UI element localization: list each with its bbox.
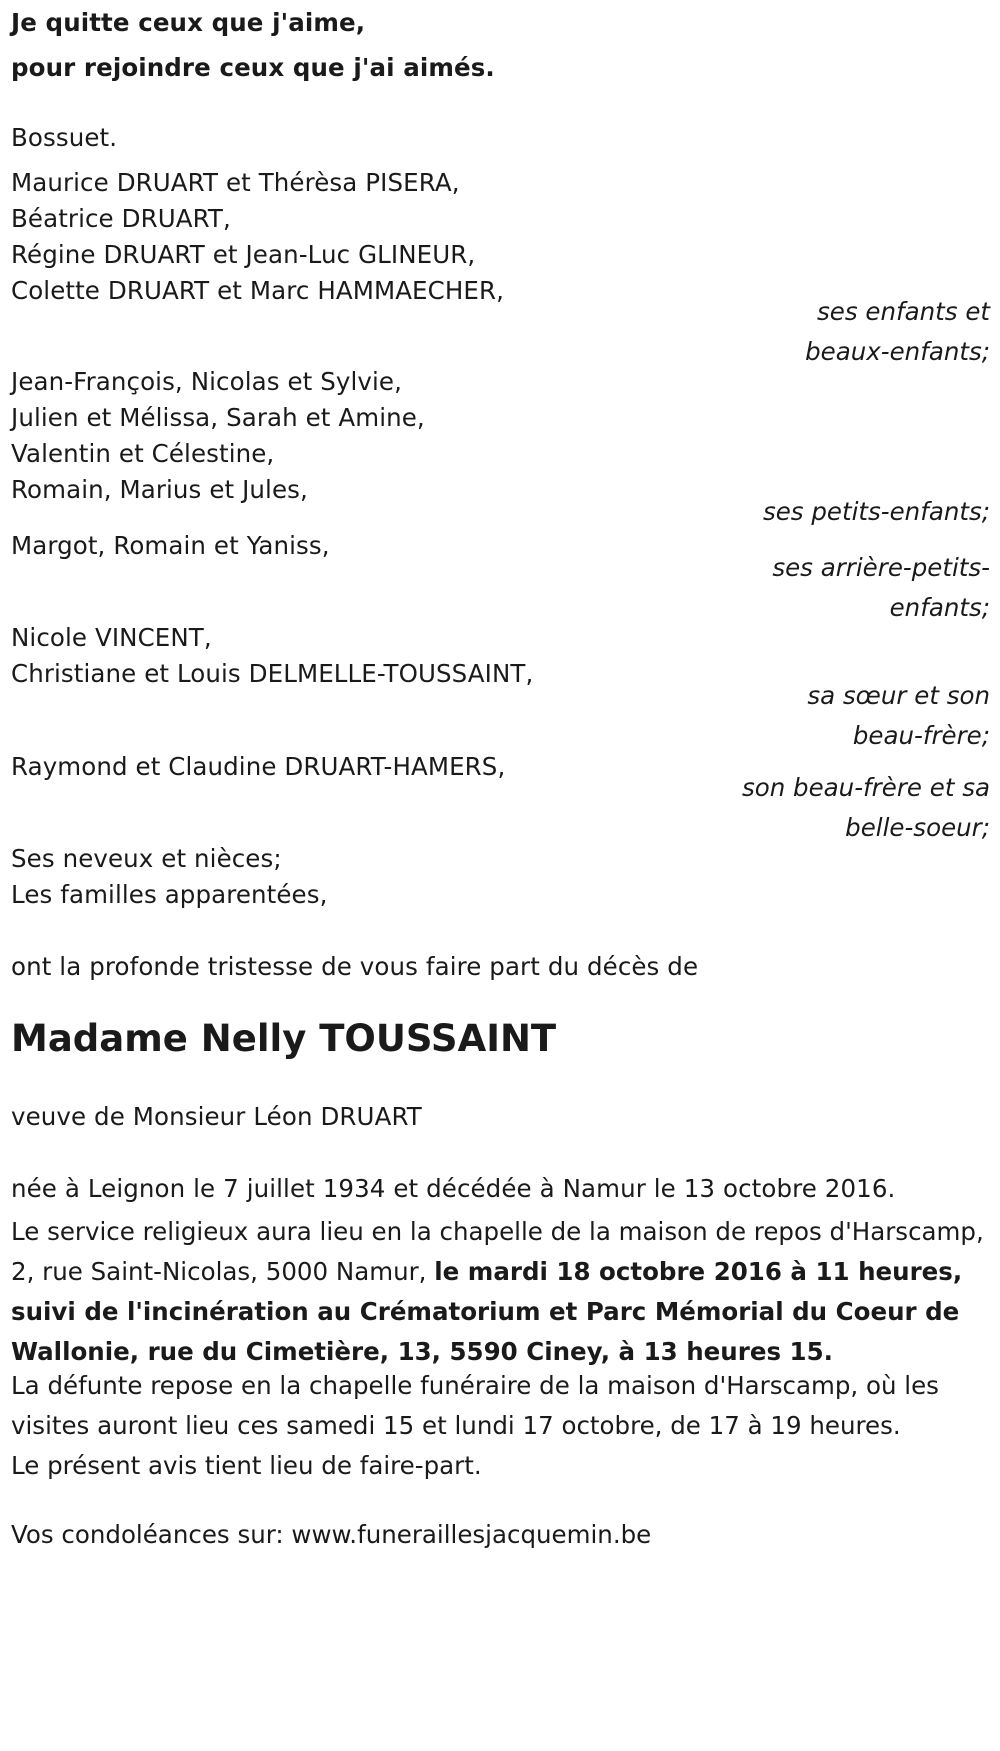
service-intro: Le service religieux aura lieu en la chapelle de la maison de repos d'Harscamp, 2, rue Saint-Nicolas, 5000 Namur, <box>11 1217 984 1286</box>
children-relation-line-2: beaux-enfants; <box>805 337 990 366</box>
great-grandchildren-relation-line-1: ses arrière-petits- <box>772 553 990 582</box>
children-relation-line-1: ses enfants et <box>817 297 990 326</box>
inlaws-relation-line-1: son beau-frère et sa <box>741 773 990 802</box>
child-name: Colette DRUART et Marc HAMMAECHER, <box>11 276 504 305</box>
grandchild-name: Jean-François, Nicolas et Sylvie, <box>11 367 402 396</box>
nephews-nieces: Ses neveux et nièces; <box>11 844 282 873</box>
sister-relation-line-2: beau-frère; <box>852 721 990 750</box>
notice: Le présent avis tient lieu de faire-part. <box>11 1451 482 1480</box>
epigraph-line-1: Je quitte ceux que j'aime, <box>11 8 366 37</box>
sister-name: Christiane et Louis DELMELLE-TOUSSAINT, <box>11 659 534 688</box>
sister-relation-line-1: sa sœur et son <box>807 681 990 710</box>
child-name: Régine DRUART et Jean-Luc GLINEUR, <box>11 240 476 269</box>
announcement: ont la profonde tristesse de vous faire part du décès de <box>11 952 699 981</box>
birth-death: née à Leignon le 7 juillet 1934 et décédée à Namur le 13 octobre 2016. <box>11 1174 896 1203</box>
great-grandchild-name: Margot, Romain et Yaniss, <box>11 531 330 560</box>
great-grandchildren-relation-line-2: enfants; <box>889 593 990 622</box>
inlaws-relation-line-2: belle-soeur; <box>845 813 990 842</box>
inlaw-name: Raymond et Claudine DRUART-HAMERS, <box>11 752 506 781</box>
related-families: Les familles apparentées, <box>11 880 328 909</box>
grandchild-name: Romain, Marius et Jules, <box>11 475 308 504</box>
visits-paragraph: La défunte repose en la chapelle funéraire de la maison d'Harscamp, où les visites auront lieu ces samedi 15 et lundi 17 octobre, de 17 à 19 heures. <box>11 1371 939 1440</box>
condolences: Vos condoléances sur: www.funeraillesjacquemin.be <box>11 1520 652 1549</box>
epigraph-line-2: pour rejoindre ceux que j'ai aimés. <box>11 53 495 82</box>
sister-name: Nicole VINCENT, <box>11 623 212 652</box>
grandchild-name: Julien et Mélissa, Sarah et Amine, <box>11 403 425 432</box>
grandchildren-relation: ses petits-enfants; <box>762 497 990 526</box>
great-grandchildren-relation <box>690 548 990 628</box>
inlaws-relation <box>690 768 990 848</box>
service-paragraph <box>11 1212 996 1372</box>
deceased-name: Madame Nelly TOUSSAINT <box>11 1017 557 1060</box>
location: Bossuet. <box>11 123 118 152</box>
service-details: le mardi 18 octobre 2016 à 11 heures, suivi de l'incinération au Crématorium et Parc Mémorial du Coeur de Wallonie, rue du Cimetière, 13, 5590 Ciney, à 13 heures 15. <box>11 1257 963 1366</box>
widow-of: veuve de Monsieur Léon DRUART <box>11 1102 422 1131</box>
sister-relation <box>690 676 990 756</box>
child-name: Béatrice DRUART, <box>11 204 231 233</box>
child-name: Maurice DRUART et Thérèsa PISERA, <box>11 168 460 197</box>
grandchild-name: Valentin et Célestine, <box>11 439 275 468</box>
children-relation <box>690 292 990 372</box>
